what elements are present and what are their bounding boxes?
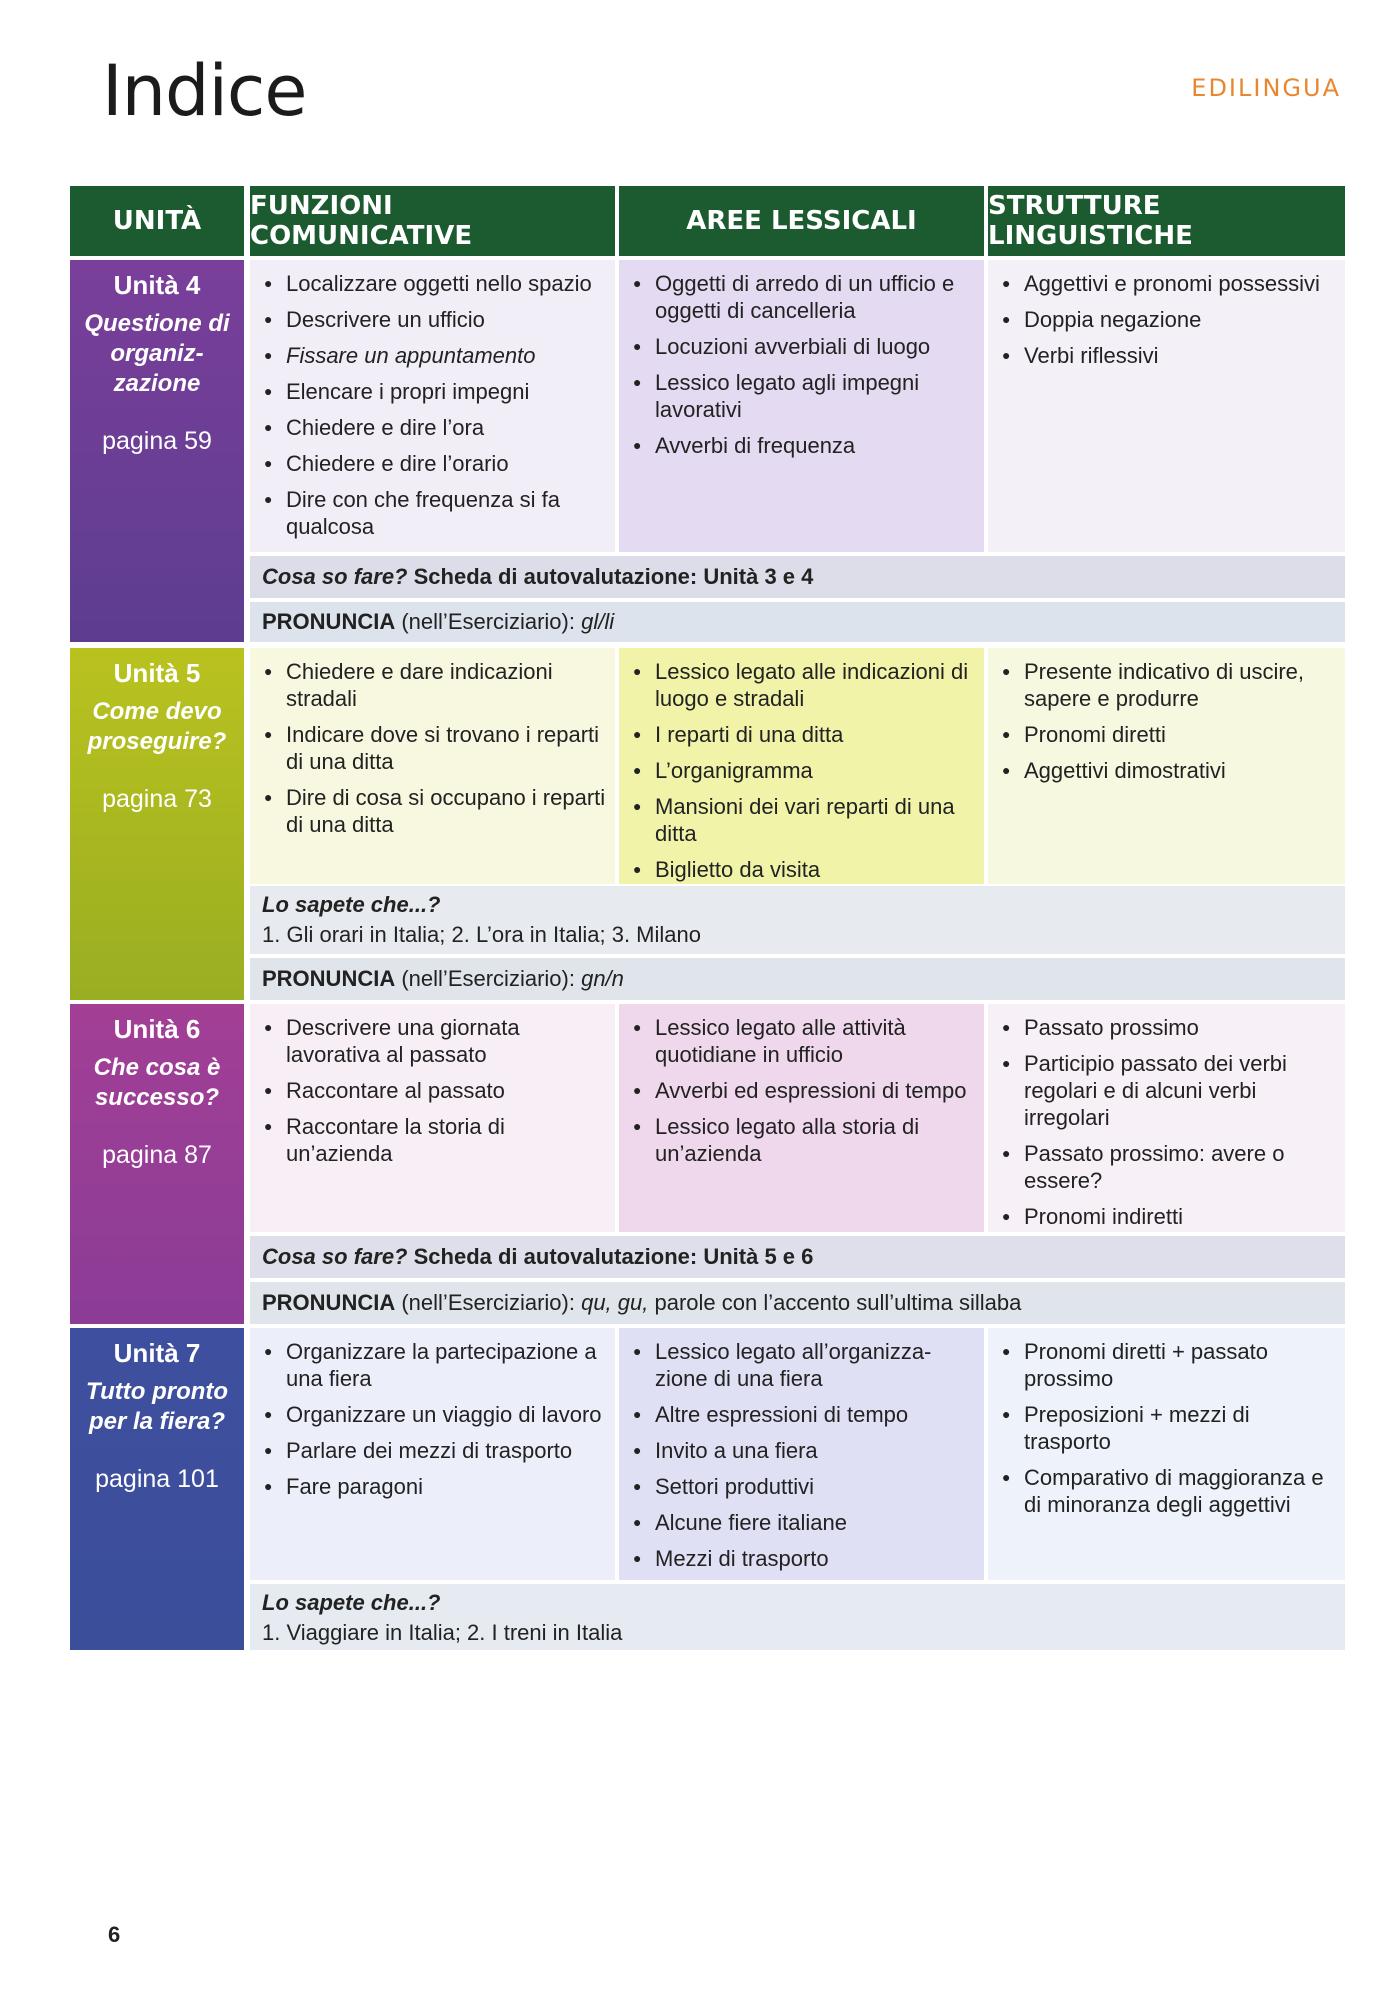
unit-page: pagina 59 (102, 427, 212, 455)
unit-5-strutture (988, 648, 1345, 884)
unit-4-scheda (250, 556, 1345, 598)
list-item: ● Verbi riflessivi (1002, 342, 1339, 369)
unit-6-pronuncia (250, 1282, 1345, 1324)
pronuncia-note: (nell’Eserciziario): (401, 609, 575, 634)
unit-title: Che cosa è successo? (93, 1054, 221, 1111)
unit-7-cell (70, 1328, 244, 1650)
sapete-heading: Lo sapete che...? (262, 892, 441, 917)
list-item: ● Organizzare un viaggio di lavoro (264, 1401, 609, 1428)
list-item: ● Altre espressioni di tempo (633, 1401, 978, 1428)
list-item: ● Passato prossimo: avere o essere? (1002, 1140, 1339, 1194)
list-item: ● Lessico legato alla storia di un’azienda (633, 1113, 978, 1167)
pronuncia-extra: parole con l’accento sull’ultima sillaba (654, 1290, 1022, 1315)
unit-6-scheda (250, 1236, 1345, 1278)
list-item: ● Dire con che frequenza si fa qualcosa (264, 486, 609, 540)
sapete-text: 1. Viaggiare in Italia; 2. I treni in Italia (262, 1620, 623, 1645)
list-item: ● Fissare un appuntamento (264, 342, 609, 369)
unit-page: pagina 73 (102, 785, 212, 813)
list-item: ● L’organigramma (633, 757, 978, 784)
list-item: ● Chiedere e dire l’ora (264, 414, 609, 441)
unit-4-funzioni (250, 260, 615, 552)
unit-6-cell (70, 1004, 244, 1324)
list-item: ● Lessico legato alle attività quotidiane in ufficio (633, 1014, 978, 1068)
pronuncia-label: PRONUNCIA (262, 966, 396, 991)
list-item: ● Aggettivi e pronomi possessivi (1002, 270, 1339, 297)
unit-name: Unità 6 (113, 1014, 201, 1044)
list-item: ● Chiedere e dare indicazioni stradali (264, 658, 609, 712)
list-item: ● Avverbi ed espressioni di tempo (633, 1077, 978, 1104)
list-item: ● Lessico legato all’organizza- zione di una fiera (633, 1338, 978, 1392)
list-item: ● Mezzi di trasporto (633, 1545, 978, 1572)
list-item: ● Participio passato dei verbi regolari e di alcuni verbi irregolari (1002, 1050, 1339, 1131)
unit-5-pronuncia (250, 958, 1345, 1000)
pronuncia-label: PRONUNCIA (262, 609, 396, 634)
unit-6-funzioni (250, 1004, 615, 1232)
list-item: ● Localizzare oggetti nello spazio (264, 270, 609, 297)
list-item: ● Doppia negazione (1002, 306, 1339, 333)
list-item: ● Comparativo di maggioranza e di minoranza degli aggettivi (1002, 1464, 1339, 1518)
scheda-lead: Cosa so fare? (262, 1244, 408, 1269)
list-item: ● Chiedere e dire l’orario (264, 450, 609, 477)
list-item: ● Aggettivi dimostrativi (1002, 757, 1339, 784)
scheda-text: Scheda di autovalutazione: Unità 3 e 4 (413, 564, 814, 589)
pronuncia-label: PRONUNCIA (262, 1290, 396, 1315)
unit-title: Questione di organiz- zazione (84, 310, 230, 397)
scheda-lead: Cosa so fare? (262, 564, 408, 589)
list-item: ● Pronomi indiretti (1002, 1203, 1339, 1230)
list-item: ● Indicare dove si trovano i reparti di una ditta (264, 721, 609, 775)
unit-title: Come devo proseguire? (87, 698, 227, 755)
list-item: ● Elencare i propri impegni (264, 378, 609, 405)
list-item: ● Descrivere un ufficio (264, 306, 609, 333)
unit-page: pagina 87 (102, 1141, 212, 1169)
unit-5-aree (619, 648, 984, 884)
list-item: ● Fare paragoni (264, 1473, 609, 1500)
list-item: ● Dire di cosa si occupano i reparti di una ditta (264, 784, 609, 838)
list-item: ● Passato prossimo (1002, 1014, 1339, 1041)
unit-name: Unità 7 (113, 1338, 201, 1368)
unit-name: Unità 4 (113, 270, 201, 300)
unit-5-funzioni (250, 648, 615, 884)
unit-title: Tutto pronto per la fiera? (85, 1378, 229, 1435)
list-item: ● Locuzioni avverbiali di luogo (633, 333, 978, 360)
pronuncia-value: gn/n (581, 966, 624, 991)
unit-4-cell (70, 260, 244, 642)
unit-7-aree (619, 1328, 984, 1580)
list-item: ● Invito a una fiera (633, 1437, 978, 1464)
unit-4-pronuncia (250, 602, 1345, 642)
page-title: Indice (102, 50, 307, 132)
sapete-text: 1. Gli orari in Italia; 2. L’ora in Italia; 3. Milano (262, 922, 701, 947)
sapete-heading: Lo sapete che...? (262, 1590, 441, 1615)
unit-5-sapete (250, 886, 1345, 954)
pronuncia-note: (nell’Eserciziario): (401, 966, 575, 991)
scheda-text: Scheda di autovalutazione: Unità 5 e 6 (413, 1244, 814, 1269)
header-strutture: STRUTTURE LINGUISTICHE (988, 186, 1345, 256)
header-aree: AREE LESSICALI (619, 186, 984, 256)
list-item: ● Alcune fiere italiane (633, 1509, 978, 1536)
pronuncia-note: (nell’Eserciziario): (401, 1290, 575, 1315)
unit-6-strutture (988, 1004, 1345, 1232)
list-item: ● Preposizioni + mezzi di trasporto (1002, 1401, 1339, 1455)
list-item: ● Avverbi di frequenza (633, 432, 978, 459)
unit-name: Unità 5 (113, 658, 201, 688)
unit-6-aree (619, 1004, 984, 1232)
unit-5-cell (70, 648, 244, 1000)
header-funzioni: FUNZIONI COMUNICATIVE (250, 186, 615, 256)
list-item: ● Lessico legato alle indicazioni di luogo e stradali (633, 658, 978, 712)
list-item: ● I reparti di una ditta (633, 721, 978, 748)
list-item: ● Descrivere una giornata lavorativa al passato (264, 1014, 609, 1068)
list-item: ● Pronomi diretti (1002, 721, 1339, 748)
list-item: ● Raccontare la storia di un’azienda (264, 1113, 609, 1167)
list-item: ● Presente indicativo di uscire, sapere e produrre (1002, 658, 1339, 712)
unit-page: pagina 101 (95, 1465, 219, 1493)
unit-4-strutture (988, 260, 1345, 552)
list-item: ● Organizzare la partecipazione a una fiera (264, 1338, 609, 1392)
list-item: ● Mansioni dei vari reparti di una ditta (633, 793, 978, 847)
unit-7-sapete (250, 1584, 1345, 1650)
pronuncia-value: gl/li (581, 609, 615, 634)
header-unita: UNITÀ (70, 186, 244, 256)
publisher-logo: EDILINGUA (1191, 74, 1341, 102)
unit-7-strutture (988, 1328, 1345, 1580)
list-item: ● Raccontare al passato (264, 1077, 609, 1104)
page-number: 6 (108, 1922, 121, 1947)
unit-7-funzioni (250, 1328, 615, 1580)
unit-4-aree (619, 260, 984, 552)
list-item: ● Oggetti di arredo di un ufficio e oggetti di cancelleria (633, 270, 978, 324)
list-item: ● Pronomi diretti + passato prossimo (1002, 1338, 1339, 1392)
list-item: ● Lessico legato agli impegni lavorativi (633, 369, 978, 423)
list-item: ● Biglietto da visita (633, 856, 978, 883)
pronuncia-value: qu, gu, (581, 1290, 649, 1315)
list-item: ● Settori produttivi (633, 1473, 978, 1500)
list-item: ● Parlare dei mezzi di trasporto (264, 1437, 609, 1464)
